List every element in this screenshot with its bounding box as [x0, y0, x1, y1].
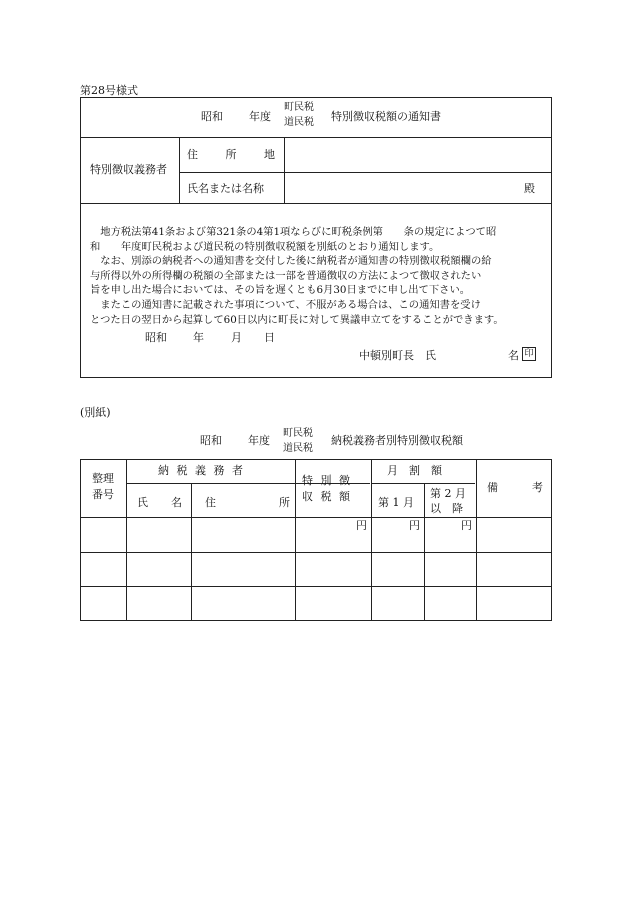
divider [191, 483, 192, 621]
attachment-label: (別紙) [80, 406, 111, 419]
date-year: 年 [193, 331, 204, 344]
notice-form [80, 97, 552, 378]
divider [371, 460, 372, 621]
divider [371, 483, 475, 484]
seal-stamp: 印 [522, 347, 536, 361]
divider [295, 460, 296, 621]
header-monthly: 月 割 額 [387, 464, 442, 477]
header-mei: 名 [171, 496, 182, 509]
header-bango: 番号 [92, 488, 114, 501]
attachment-title: 納税義務者別特別徴収税額 [331, 434, 463, 447]
body-line: またこの通知書に記載された事項について、不服がある場合は、この通知書を受け [90, 298, 481, 311]
body-line: 与所得以外の所得欄の税額の全部または一部を普通徴収の方法によつて徴収されたい [90, 269, 482, 282]
body-line: なお、別添の納税者への通知書を交付した後に納税者が通知書の特別徴収税額欄の給 [90, 255, 492, 268]
name-label: 氏名または名称 [187, 182, 264, 195]
divider [81, 517, 551, 518]
header-tokubetsu-2: 収 税 額 [302, 490, 352, 503]
divider [179, 137, 180, 203]
divider [81, 137, 551, 138]
unit-yen: 円 [461, 519, 472, 532]
notice-tax-line2: 道民税 [284, 117, 314, 128]
taxpayer-table [80, 459, 552, 621]
notice-body [90, 225, 548, 327]
attachment-tax-line2: 道民税 [283, 443, 313, 454]
header-first-month: 第 1 月 [378, 496, 414, 509]
attachment-tax-line1: 町民税 [283, 428, 313, 439]
body-line: 和 年度町民税および道民税の特別徴収税額を別紙のとおり通知します。 [90, 240, 440, 253]
divider [81, 586, 551, 587]
body-line: 地方税法第41条および第321条の4第1項ならびに町税条例第 条の規定によつて昭 [90, 226, 497, 238]
divider [476, 460, 477, 621]
unit-yen: 円 [409, 519, 420, 532]
divider [179, 172, 551, 173]
header-seiri: 整理 [92, 472, 114, 485]
header-second-month: 第 2 月 [430, 487, 466, 500]
body-line: 旨を申し出た場合においては、その旨を遅くとも6月30日までに申し出て下さい。 [90, 284, 471, 297]
notice-year-label: 年度 [249, 110, 271, 123]
divider [81, 203, 551, 204]
form-number: 第28号様式 [80, 84, 138, 97]
header-ju: 住 [205, 496, 216, 509]
attachment-year-label: 年度 [248, 434, 270, 447]
unit-yen: 円 [356, 519, 367, 532]
honorific: 殿 [524, 182, 535, 195]
attachment-era: 昭和 [200, 434, 222, 447]
divider [424, 483, 425, 621]
header-taxpayer: 納 税 義 務 者 [158, 464, 245, 477]
date-month: 月 [231, 331, 242, 344]
issuer-name-label: 名 [508, 349, 519, 362]
divider [126, 460, 127, 621]
header-ko: 考 [532, 481, 543, 494]
date-day: 日 [264, 331, 275, 344]
header-bi: 備 [487, 481, 498, 494]
address-label: 住 所 地 [187, 148, 287, 161]
divider [81, 552, 551, 553]
issuer: 中頓別町長 氏 [359, 349, 436, 362]
body-line: とつた日の翌日から起算して60日以内に町長に対して異議申立てをすることができます。 [90, 313, 504, 326]
header-tokubetsu-1: 特 別 徴 [302, 474, 352, 487]
notice-tax-line1: 町民税 [284, 102, 314, 113]
date-era: 昭和 [145, 331, 167, 344]
notice-era: 昭和 [201, 110, 223, 123]
header-shi: 氏 [137, 496, 148, 509]
header-sho: 所 [279, 496, 290, 509]
notice-title: 特別徴収税額の通知書 [331, 110, 441, 123]
divider [284, 137, 285, 203]
header-from: 以 降 [430, 502, 463, 515]
obligor-label: 特別徴収義務者 [90, 163, 167, 176]
